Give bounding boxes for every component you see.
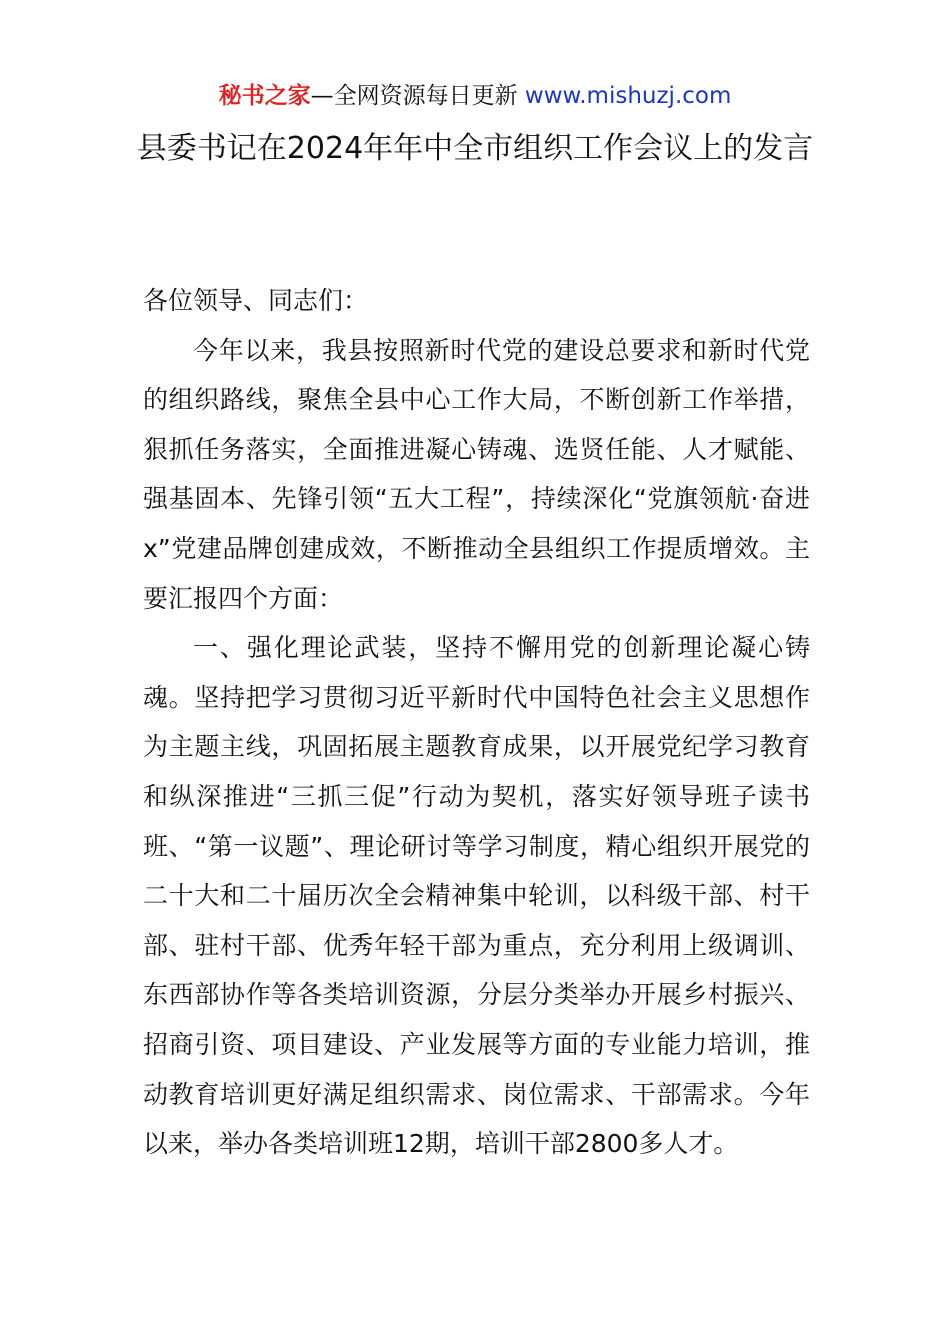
site-header [0, 80, 950, 112]
document-body [143, 276, 810, 1169]
document-title: 县委书记在2024年年中全市组织工作会议上的发言 [136, 131, 814, 166]
paragraph-intro: 今年以来，我县按照新时代党的建设总要求和新时代党的组织路线，聚焦全县中心工作大局，不断创新工作举措，狠抓任务落实，全面推进凝心铸魂、选贤任能、人才赋能、强基固本、先锋引领“五大工程”，持续深化“党旗领航·奋进x”党建品牌创建成效，不断推动全县组织工作提质增效。主要汇报四个方面： [143, 335, 810, 613]
site-tagline: —全网资源每日更新 [310, 83, 518, 109]
brand-name: 秘书之家 [218, 83, 311, 109]
paragraph-section-one: 一、强化理论武装，坚持不懈用党的创新理论凝心铸魂。坚持把学习贯彻习近平新时代中国特色社会主义思想作为主题主线，巩固拓展主题教育成果，以开展党纪学习教育和纵深推进“三抓三促”行动为契机，落实好领导班子读书班、“第一议题”、理论研讨等学习制度，精心组织开展党的二十大和二十届历次全会精神集中轮训，以科级干部、村干部、驻村干部、优秀年轻干部为重点，充分利用上级调训、东西部协作等各类培训资源，分层分类举办开展乡村振兴、招商引资、项目建设、产业发展等方面的专业能力培训，推动教育培训更好满足组织需求、岗位需求、干部需求。今年以来，举办各类培训班12期，培训干部2800多人才。 [143, 633, 810, 1159]
salutation: 各位领导、同志们： [143, 286, 369, 315]
site-url-link[interactable]: www.mishuzj.com [524, 83, 732, 109]
